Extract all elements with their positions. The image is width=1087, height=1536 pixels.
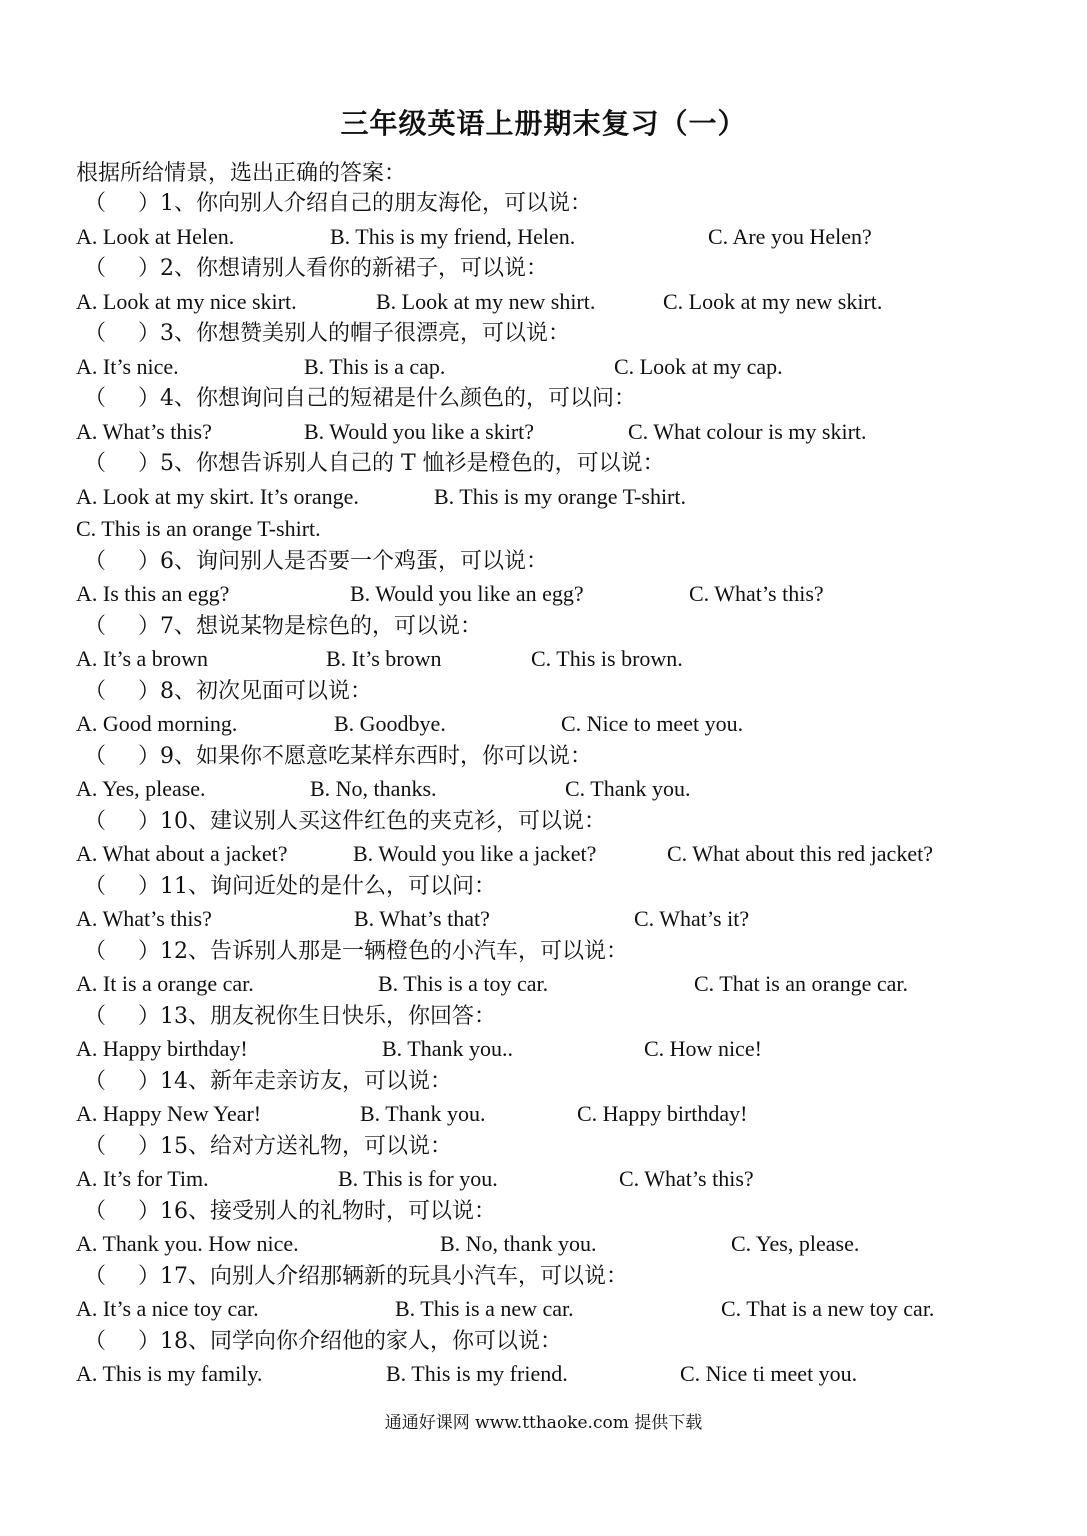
question-prompt (76, 1261, 1016, 1294)
option-c[interactable]: C. What’s this? (619, 1166, 754, 1191)
answer-bracket-close: ） (138, 321, 161, 346)
option-c[interactable]: C. What’s this? (689, 581, 824, 606)
option-b[interactable]: B. No, thank you. (440, 1231, 597, 1256)
page-title: 三年级英语上册期末复习（一） (340, 107, 747, 140)
question-prompt (76, 611, 1016, 644)
option-b[interactable]: B. Look at my new shirt. (376, 288, 596, 314)
question-prompt (76, 1066, 1016, 1099)
options-row (76, 643, 1016, 676)
answer-bracket-close: ） (138, 1068, 161, 1094)
question-prompt (76, 1326, 1016, 1359)
option-c[interactable]: C. Look at my cap. (614, 353, 783, 379)
option-a[interactable]: A. What’s this? (76, 418, 212, 444)
question-text: 1、你向别人介绍自己的朋友海伦，可以说： (160, 191, 593, 216)
option-c[interactable]: C. Happy birthday! (577, 1101, 748, 1126)
question-text: 16、接受别人的礼物时，可以说： (160, 1198, 497, 1224)
answer-bracket-close: ） (138, 743, 161, 769)
answer-bracket-close: ） (138, 678, 161, 704)
option-a[interactable]: A. It’s for Tim. (76, 1166, 209, 1191)
options-row (76, 1163, 1016, 1196)
answer-bracket-open: （ (84, 1003, 107, 1029)
options-row (76, 903, 1016, 936)
option-b[interactable]: B. Thank you. (360, 1101, 486, 1126)
question-prompt (76, 936, 1016, 969)
answer-bracket-close: ） (138, 191, 161, 216)
option-a[interactable]: A. It’s a brown (76, 646, 208, 671)
options-row (76, 351, 1016, 384)
option-c[interactable]: C. That is a new toy car. (721, 1296, 935, 1321)
option-a[interactable]: A. Thank you. How nice. (76, 1231, 299, 1256)
answer-bracket-close: ） (138, 386, 161, 411)
option-c[interactable]: C. This is an orange T-shirt. (76, 516, 321, 541)
question-prompt (76, 546, 1016, 579)
question-prompt (76, 806, 1016, 839)
option-b[interactable]: B. This is my orange T-shirt. (434, 483, 686, 509)
question-list (76, 188, 1016, 1391)
options-row (76, 773, 1016, 806)
answer-bracket-open: （ (84, 938, 107, 964)
option-a[interactable]: A. Good morning. (76, 711, 238, 736)
question-text: 13、朋友祝你生日快乐，你回答： (160, 1003, 497, 1029)
options-row (76, 838, 1016, 871)
options-row (76, 416, 1016, 449)
answer-bracket-close: ） (138, 451, 161, 476)
option-b[interactable]: B. This is my friend, Helen. (330, 223, 576, 249)
answer-bracket-open: （ (84, 743, 107, 769)
option-c[interactable]: C. Yes, please. (731, 1231, 860, 1256)
option-c[interactable]: C. Look at my new skirt. (663, 288, 883, 314)
option-a[interactable]: A. Look at my skirt. It’s orange. (76, 483, 359, 509)
footer: 通通好课网 www.tthaoke.com 提供下载 (384, 1413, 703, 1433)
option-b[interactable]: B. Thank you.. (382, 1036, 513, 1061)
answer-bracket-close: ） (138, 613, 161, 639)
option-b[interactable]: B. This is a cap. (304, 353, 446, 379)
answer-bracket-close: ） (138, 1003, 161, 1029)
question-text: 8、初次见面可以说： (160, 678, 373, 704)
answer-bracket-close: ） (138, 1263, 161, 1289)
option-c[interactable]: C. What about this red jacket? (667, 841, 933, 866)
option-c[interactable]: C. Are you Helen? (708, 223, 872, 249)
option-a[interactable]: A. What’s this? (76, 906, 212, 931)
question-text: 10、建议别人买这件红色的夹克衫，可以说： (160, 808, 607, 834)
question-text: 18、同学向你介绍他的家人，你可以说： (160, 1328, 563, 1354)
options-row (76, 286, 1016, 319)
question-prompt (76, 741, 1016, 774)
options-row (76, 1098, 1016, 1131)
options-row (76, 513, 1016, 546)
option-a[interactable]: A. It’s nice. (76, 353, 179, 379)
answer-bracket-open: （ (84, 1263, 107, 1289)
option-c[interactable]: C. What’s it? (634, 906, 750, 931)
instructions: 根据所给情景，选出正确的答案： (76, 161, 407, 186)
question-text: 11、询问近处的是什么，可以问： (160, 873, 497, 899)
question-text: 7、想说某物是棕色的，可以说： (160, 613, 483, 639)
answer-bracket-open: （ (84, 613, 107, 639)
answer-bracket-close: ） (138, 1198, 161, 1224)
options-row (76, 481, 1016, 514)
answer-bracket-close: ） (138, 1328, 161, 1354)
options-row (76, 1033, 1016, 1066)
option-b[interactable]: B. Would you like a skirt? (304, 418, 535, 444)
option-a[interactable]: A. It is a orange car. (76, 971, 254, 996)
option-b[interactable]: B. This is my friend. (386, 1361, 568, 1386)
answer-bracket-close: ） (138, 256, 161, 281)
option-b[interactable]: B. This is a new car. (395, 1296, 574, 1321)
question-text: 3、你想赞美别人的帽子很漂亮，可以说： (160, 321, 571, 346)
answer-bracket-open: （ (84, 1328, 107, 1354)
question-prompt (76, 1196, 1016, 1229)
answer-bracket-open: （ (84, 873, 107, 899)
options-row (76, 1228, 1016, 1261)
answer-bracket-close: ） (138, 1133, 161, 1159)
option-a[interactable]: A. Happy New Year! (76, 1101, 262, 1126)
question-text: 6、询问别人是否要一个鸡蛋，可以说： (160, 548, 549, 574)
answer-bracket-open: （ (84, 1198, 107, 1224)
answer-bracket-open: （ (84, 256, 107, 281)
answer-bracket-open: （ (84, 1133, 107, 1159)
question-prompt (76, 1131, 1016, 1164)
option-a[interactable]: A. It’s a nice toy car. (76, 1296, 259, 1321)
question-prompt (76, 448, 1016, 481)
option-b[interactable]: B. No, thanks. (310, 776, 437, 801)
options-row (76, 1293, 1016, 1326)
option-c[interactable]: C. What colour is my skirt. (628, 418, 867, 444)
answer-bracket-open: （ (84, 1068, 107, 1094)
options-row (76, 708, 1016, 741)
question-text: 2、你想请别人看你的新裙子，可以说： (160, 256, 549, 281)
question-text: 5、你想告诉别人自己的 T 恤衫是橙色的，可以说： (160, 451, 665, 476)
question-text: 9、如果你不愿意吃某样东西时，你可以说： (160, 743, 593, 769)
option-b[interactable]: B. Goodbye. (334, 711, 446, 736)
answer-bracket-close: ） (138, 548, 161, 574)
question-prompt (76, 253, 1016, 286)
answer-bracket-close: ） (138, 938, 161, 964)
options-row (76, 578, 1016, 611)
answer-bracket-open: （ (84, 451, 107, 476)
question-prompt (76, 871, 1016, 904)
option-c[interactable]: C. Thank you. (565, 776, 691, 801)
answer-bracket-close: ） (138, 873, 161, 899)
option-c[interactable]: C. This is brown. (531, 646, 683, 671)
options-row (76, 221, 1016, 254)
option-c[interactable]: C. Nice to meet you. (561, 711, 744, 736)
question-prompt (76, 318, 1016, 351)
question-text: 12、告诉别人那是一辆橙色的小汽车，可以说： (160, 938, 629, 964)
option-b[interactable]: B. Would you like an egg? (350, 581, 584, 606)
options-row (76, 1358, 1016, 1391)
answer-bracket-open: （ (84, 548, 107, 574)
option-a[interactable]: A. Yes, please. (76, 776, 206, 801)
option-a[interactable]: A. This is my family. (76, 1361, 263, 1386)
question-text: 15、给对方送礼物，可以说： (160, 1133, 453, 1159)
option-b[interactable]: B. It’s brown (326, 646, 442, 671)
option-a[interactable]: A. Is this an egg? (76, 581, 230, 606)
answer-bracket-close: ） (138, 808, 161, 834)
answer-bracket-open: （ (84, 191, 107, 216)
question-prompt (76, 188, 1016, 221)
answer-bracket-open: （ (84, 808, 107, 834)
option-a[interactable]: A. Happy birthday! (76, 1036, 248, 1061)
question-text: 14、新年走亲访友，可以说： (160, 1068, 453, 1094)
question-text: 4、你想询问自己的短裙是什么颜色的，可以问： (160, 386, 637, 411)
option-c[interactable]: C. That is an orange car. (694, 971, 909, 996)
answer-bracket-open: （ (84, 678, 107, 704)
question-prompt (76, 1001, 1016, 1034)
option-c[interactable]: C. How nice! (644, 1036, 762, 1061)
option-a[interactable]: A. What about a jacket? (76, 841, 288, 866)
option-a[interactable]: A. Look at my nice skirt. (76, 288, 297, 314)
answer-bracket-open: （ (84, 321, 107, 346)
option-b[interactable]: B. This is for you. (338, 1166, 498, 1191)
question-prompt (76, 383, 1016, 416)
option-a[interactable]: A. Look at Helen. (76, 223, 235, 249)
option-b[interactable]: B. This is a toy car. (378, 971, 549, 996)
question-text: 17、向别人介绍那辆新的玩具小汽车，可以说： (160, 1263, 629, 1289)
question-prompt (76, 676, 1016, 709)
option-b[interactable]: B. What’s that? (354, 906, 490, 931)
answer-bracket-open: （ (84, 386, 107, 411)
options-row (76, 968, 1016, 1001)
option-c[interactable]: C. Nice ti meet you. (680, 1361, 858, 1386)
option-b[interactable]: B. Would you like a jacket? (353, 841, 597, 866)
